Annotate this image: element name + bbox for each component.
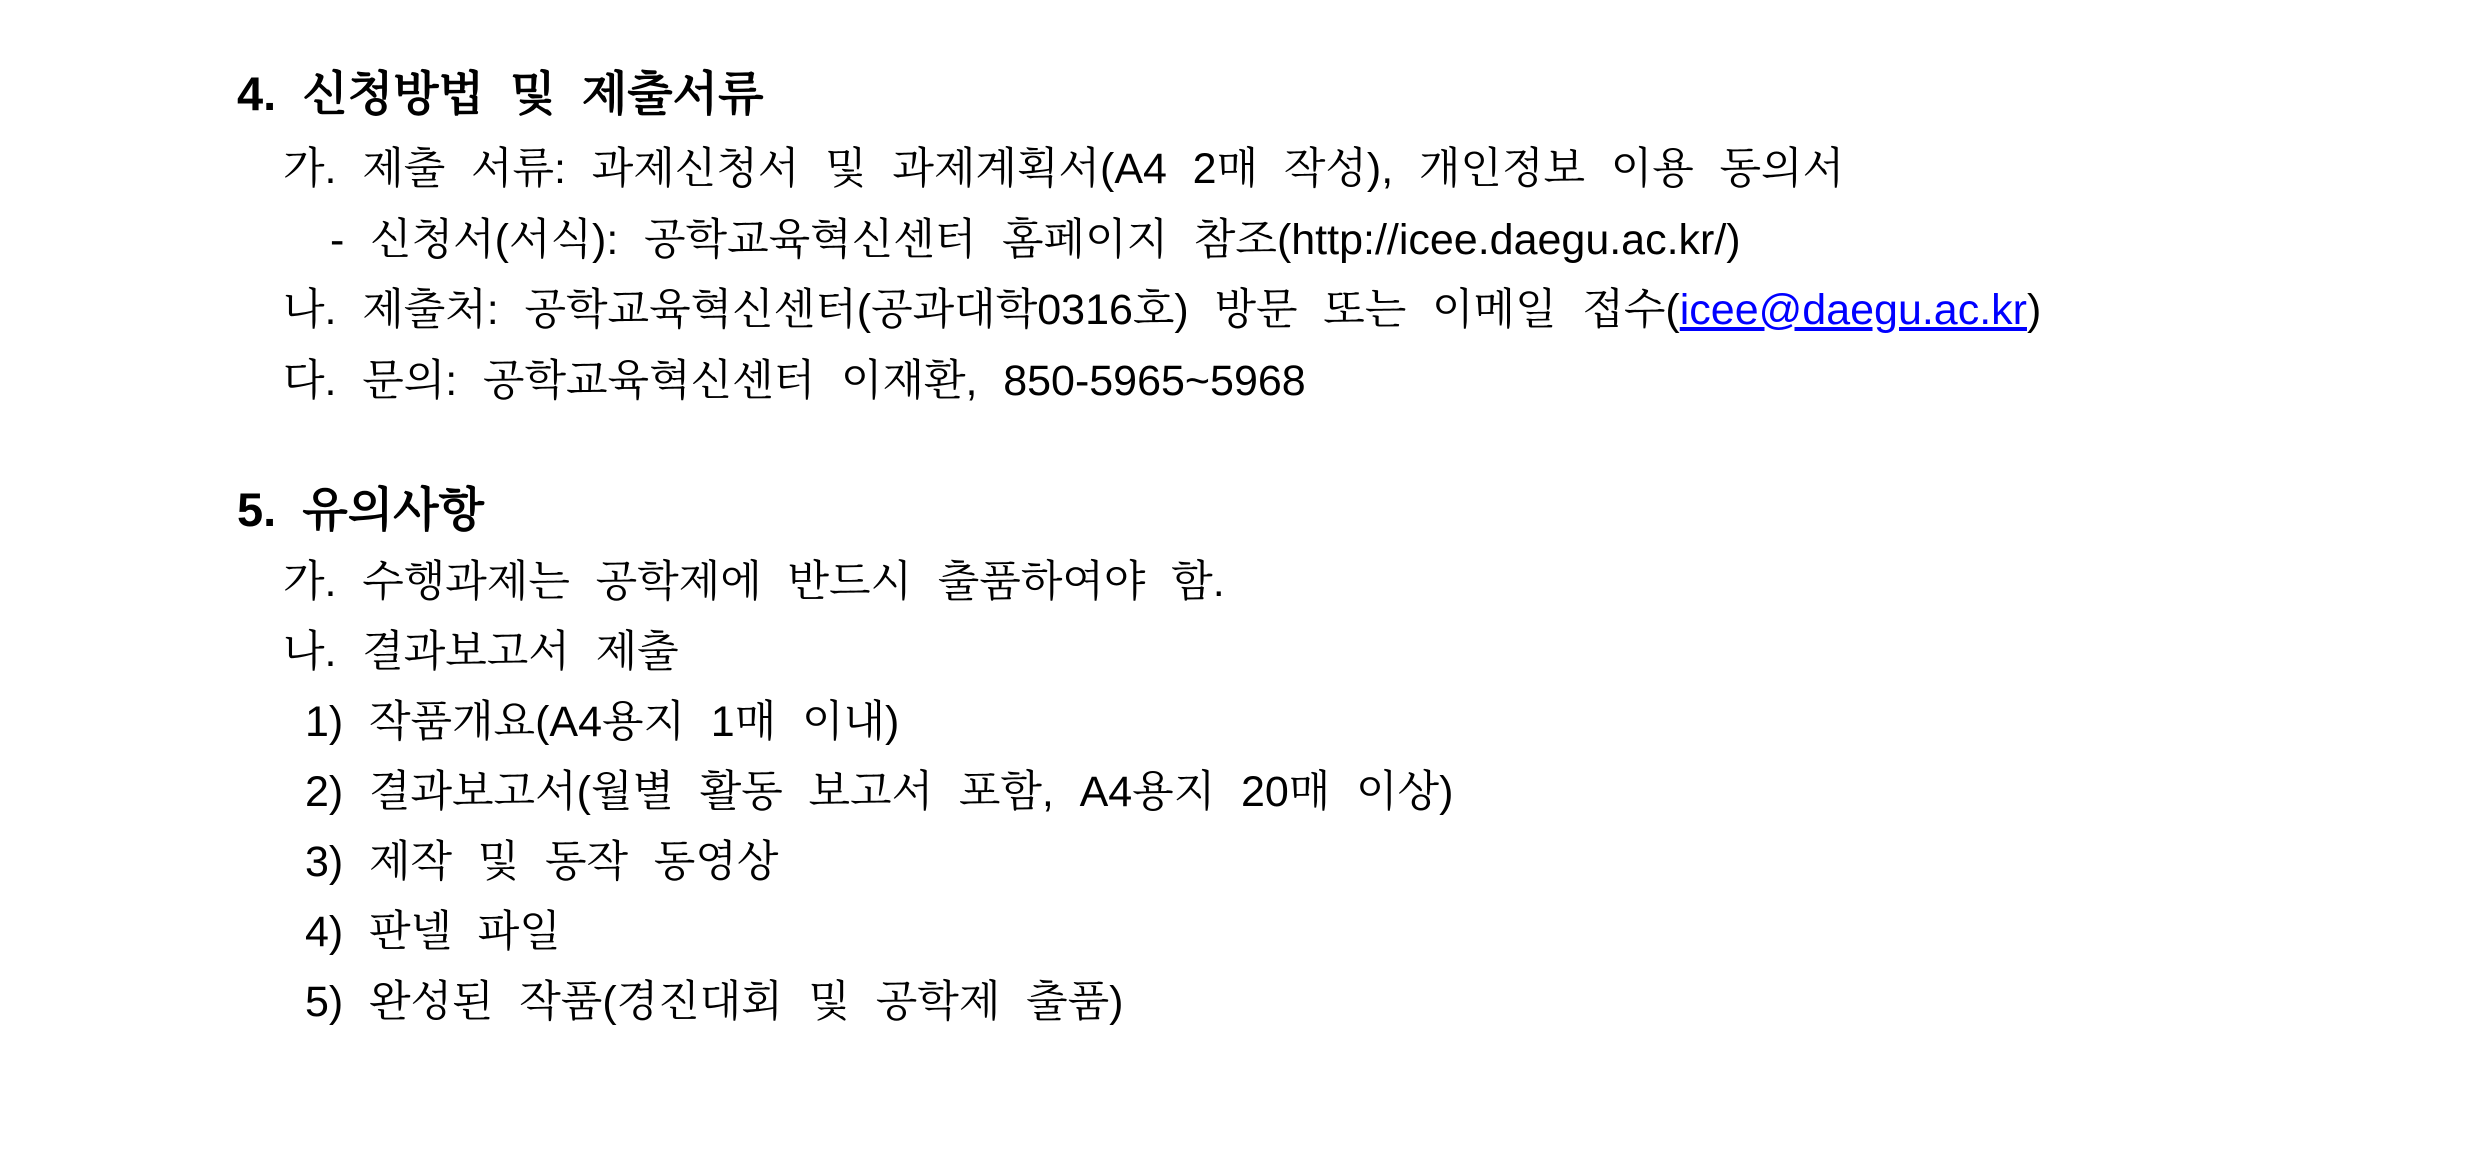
email-link[interactable]: icee@daegu.ac.kr <box>1679 286 2027 334</box>
section5-numbered-item-4: 4) 판넬 파일 <box>305 908 561 956</box>
section5-numbered-item-1: 1) 작품개요(A4용지 1매 이내) <box>305 698 900 746</box>
section5-numbered-item-2: 2) 결과보고서(월별 활동 보고서 포함, A4용지 20매 이상) <box>305 768 1454 816</box>
section5-numbered-item-3: 3) 제작 및 동작 동영상 <box>305 838 779 886</box>
section5-heading: 5. 유의사항 <box>237 483 485 536</box>
section5-item-report-submission: 나. 결과보고서 제출 <box>283 628 679 676</box>
section5-numbered-item-5: 5) 완성된 작품(경진대회 및 공학제 출품) <box>305 978 1124 1026</box>
section4-item-contact: 다. 문의: 공학교육혁신센터 이재환, 850-5965~5968 <box>283 357 1306 405</box>
section4-item-application-form: - 신청서(서식): 공학교육혁신센터 홈페이지 참조(http://icee.daegu.ac.kr/) <box>330 216 1741 264</box>
section5-item-exhibit-requirement: 가. 수행과제는 공학제에 반드시 출품하여야 함. <box>283 558 1225 606</box>
submit-place-text-suffix: ) <box>2026 286 2042 334</box>
section4-item-submit-documents: 가. 제출 서류: 과제신청서 및 과제계획서(A4 2매 작성), 개인정보 이용 동의서 <box>283 145 1845 193</box>
section4-item-submit-place <box>283 282 2041 338</box>
submit-place-text: 나. 제출처: 공학교육혁신센터(공과대학0316호) 방문 또는 이메일 접수( <box>283 286 1680 334</box>
section4-heading: 4. 신청방법 및 제출서류 <box>237 67 764 120</box>
